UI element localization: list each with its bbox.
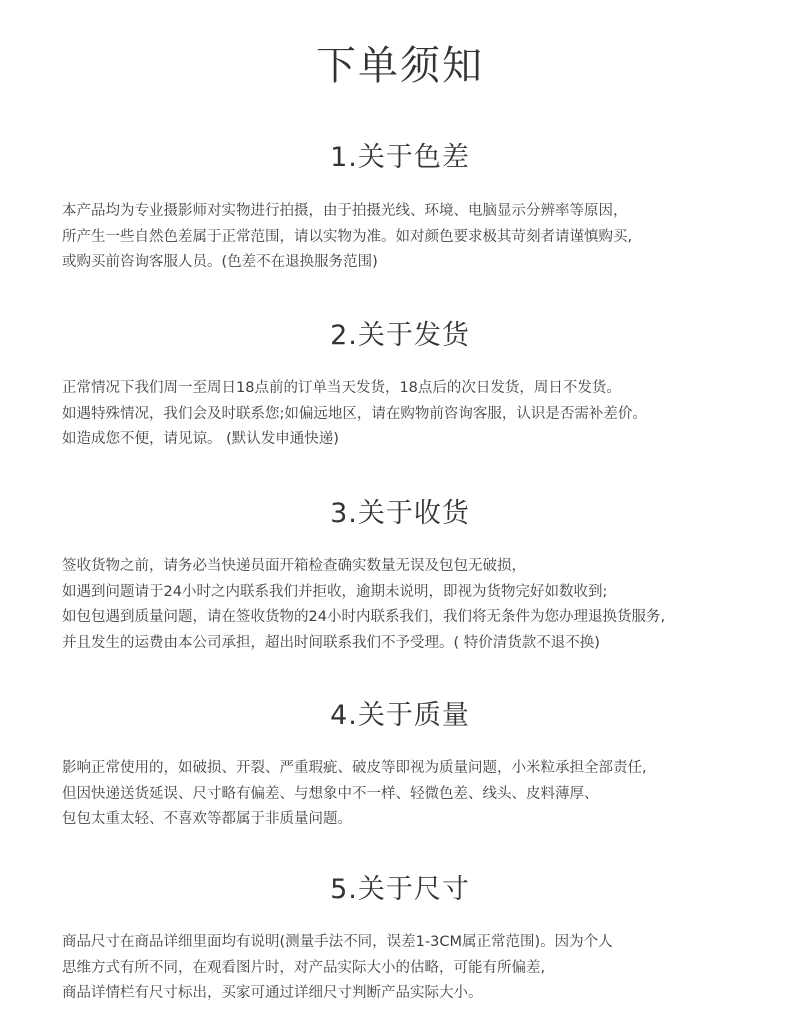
body-line: 商品尺寸在商品详细里面均有说明(测量手法不同，误差1-3CM属正常范围)。因为个人 [62,934,613,950]
section-body [62,376,792,453]
body-line: 签收货物之前，请务必当快递员面开箱检查确实数量无误及包包无破损， [62,558,526,574]
body-line: 商品详情栏有尺寸标出，买家可通过详细尺寸判断产品实际大小。 [62,985,483,1001]
body-line: 如遇到问题请于24小时之内联系我们并拒收，逾期未说明，即视为货物完好如数收到; [62,583,608,600]
body-line: 正常情况下我们周一至周日18点前的订单当天发货，18点后的次日发货，周日不发货。 [62,380,621,396]
body-line: 本产品均为专业摄影师对实物进行拍摄，由于拍摄光线、环境、电脑显示分辨率等原因， [62,203,628,219]
body-line: 包包太重太轻、不喜欢等都属于非质量问题。 [62,811,352,827]
section-heading: 1.关于色差 [330,142,470,173]
section-receiving [0,496,800,532]
section-heading: 5.关于尺寸 [330,874,470,905]
section-shipping [0,318,800,354]
body-line: 思维方式有所不同，在观看图片时，对产品实际大小的估略，可能有所偏差, [62,959,546,976]
section-heading: 4.关于质量 [330,700,470,731]
body-line: 如遇特殊情况，我们会及时联系您;如偏远地区，请在购物前咨询客服，认识是否需补差价。 [62,405,647,422]
section-body [62,199,792,276]
body-line: 但因快递送货延误、尺寸略有偏差、与想象中不一样、轻微色差、线头、皮料薄厚、 [62,785,599,802]
body-line: 所产生一些自然色差属于正常范围，请以实物为准。如对颜色要求极其苛刻者请谨慎购买, [62,228,633,245]
section-quality [0,698,800,734]
section-color-difference [0,140,800,176]
body-line: 或购买前咨询客服人员。(色差不在退换服务范围) [62,254,378,270]
body-line: 如造成您不便，请见谅。 (默认发申通快递) [62,431,339,447]
section-body [62,930,792,1007]
body-line: 如包包遇到质量问题，请在签收货物的24小时内联系我们，我们将无条件为您办理退换货服务, [62,609,666,625]
section-body [62,756,792,833]
section-body [62,554,792,656]
section-heading: 2.关于发货 [330,320,470,351]
section-heading: 3.关于收货 [330,498,470,529]
body-line: 并且发生的运费由本公司承担，超出时间联系我们不予受理。( 特价清货款不退不换) [62,634,600,651]
body-line: 影响正常使用的，如破损、开裂、严重瑕疵、破皮等即视为质量问题，小米粒承担全部责任, [62,760,647,776]
page-title: 下单须知 [316,43,484,89]
section-size [0,872,800,908]
